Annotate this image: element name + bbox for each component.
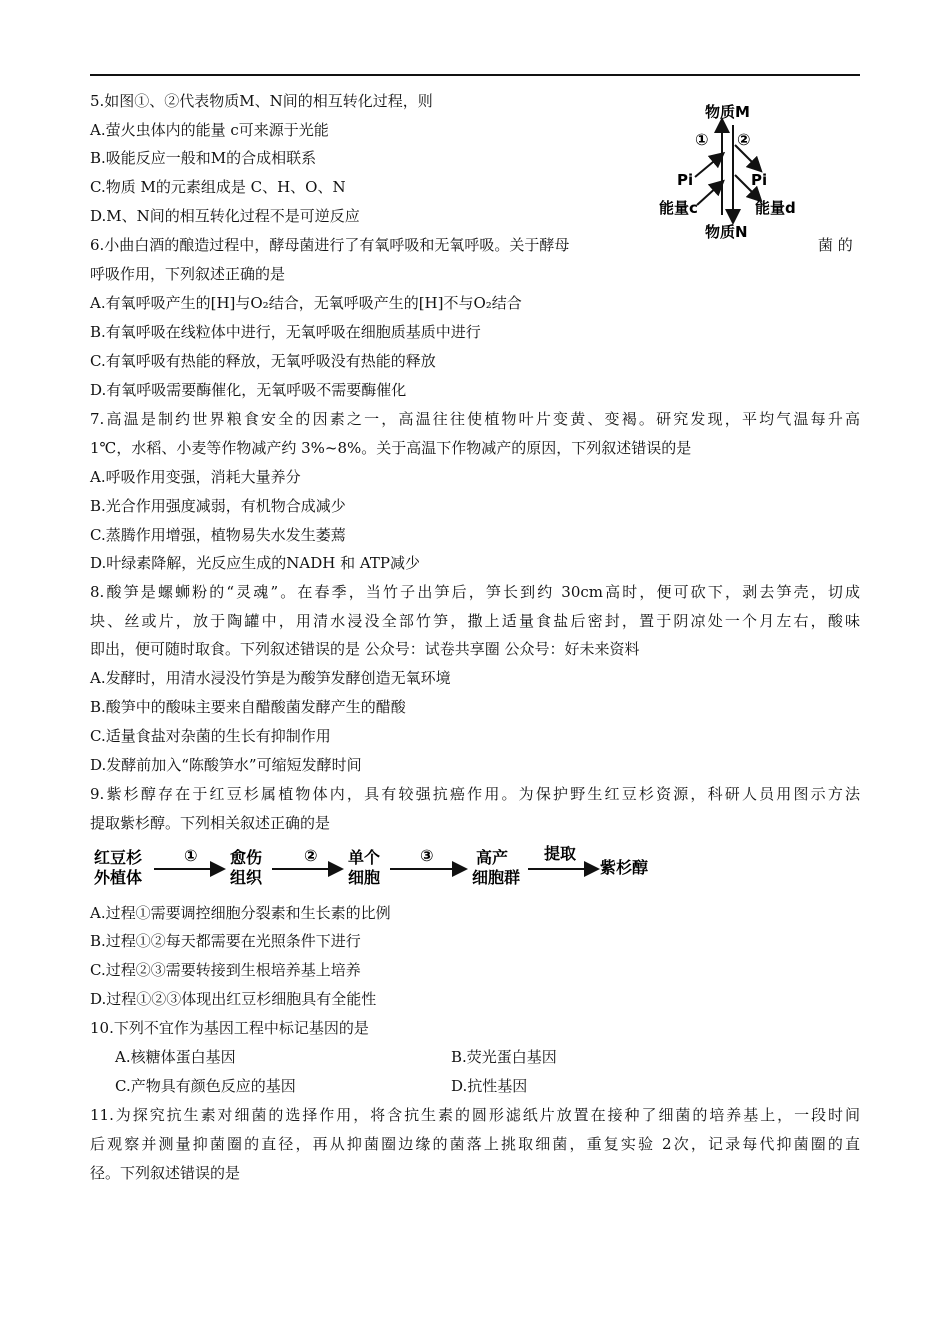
pi-in-arrow (695, 157, 719, 177)
q6-option-d: D.有氧呼吸需要酶催化，无氧呼吸不需要酶催化 (90, 381, 407, 399)
process-1-label: ① (695, 130, 709, 149)
q9-option-c: C.过程②③需要转接到生根培养基上培养 (90, 961, 361, 979)
q11-stem-line2: 后观察并测量抑菌圈的直径，再从抑菌圈边缘的菌落上挑取细菌，重复实验 2次，记录每代抑菌圈的直 (90, 1135, 860, 1153)
q5-option-a: A.萤火虫体内的能量 c可来源于光能 (90, 121, 329, 139)
q7-option-b: B.光合作用强度减弱，有机物合成减少 (90, 497, 346, 515)
q8-stem-line1: 8.酸笋是螺蛳粉的“灵魂”。在春季，当竹子出笋后，笋长到约 30cm高时，便可砍下，剥去笋壳，切成 (90, 583, 860, 601)
energy-d-label: 能量d (755, 199, 796, 217)
flow-node-callus-1: 愈伤 (230, 848, 263, 867)
q10-option-d: D.抗性基因 (451, 1077, 528, 1095)
substance-n-label: 物质N (705, 223, 748, 241)
q7-option-c: C.蒸腾作用增强，植物易失水发生萎蔫 (90, 526, 346, 544)
q10-option-a: A.核糖体蛋白基因 (115, 1048, 236, 1066)
flow-node-explant-1: 红豆杉 (94, 848, 143, 867)
q7-stem-line2: 1℃，水稻、小麦等作物减产约 3%~8%。关于高温下作物减产的原因，下列叙述错误的是 (90, 439, 692, 457)
energy-c-label: 能量c (659, 199, 698, 217)
q9-stem-line1: 9.紫杉醇存在于红豆杉属植物体内，具有较强抗癌作用。为保护野生红豆杉资源，科研人员用图示方法 (90, 785, 860, 803)
q11-stem-line1: 11.为探究抗生素对细菌的选择作用，将含抗生素的圆形滤纸片放置在接种了细菌的培养基上，一段时间 (90, 1106, 860, 1124)
q8-stem-line2: 块、丝或片，放于陶罐中，用清水浸没全部竹笋，撒上适量食盐后密封，置于阴凉处一个月左右，酸味 (90, 612, 860, 630)
flow-node-callus-2: 组织 (230, 868, 263, 887)
q8-option-b: B.酸笋中的酸味主要来自醋酸菌发酵产生的醋酸 (90, 698, 406, 716)
substance-m-label: 物质M (705, 103, 750, 121)
flow-node-taxol: 紫杉醇 (600, 858, 649, 877)
taxol-extraction-flow-diagram (92, 843, 652, 891)
flow-step-3: ③ (420, 846, 434, 865)
q8-option-c: C.适量食盐对杂菌的生长有抑制作用 (90, 727, 331, 745)
q6-stem-line1-end: 菌 的 (818, 236, 853, 254)
q6-option-a: A.有氧呼吸产生的[H]与O₂结合，无氧呼吸产生的[H]不与O₂结合 (90, 294, 522, 312)
q10-option-c: C.产物具有颜色反应的基因 (115, 1077, 296, 1095)
q10-option-b: B.荧光蛋白基因 (451, 1048, 557, 1066)
q9-option-a: A.过程①需要调控细胞分裂素和生长素的比例 (90, 904, 391, 922)
pi-left-label: Pi (677, 171, 694, 189)
q7-option-a: A.呼吸作用变强，消耗大量养分 (90, 468, 301, 486)
q9-option-d: D.过程①②③体现出红豆杉细胞具有全能性 (90, 990, 377, 1008)
flow-step-1: ① (184, 846, 198, 865)
q7-option-d: D.叶绿素降解，光反应生成的NADH 和 ATP减少 (90, 554, 420, 572)
flow-node-single-cell-2: 细胞 (348, 868, 381, 887)
atp-adp-conversion-diagram (655, 95, 805, 245)
flow-node-single-cell-1: 单个 (348, 848, 381, 867)
process-2-label: ② (737, 130, 751, 149)
q8-stem-line3: 即出，便可随时取食。下列叙述错误的是 公众号：试卷共享圈 公众号：好未来资料 (90, 640, 640, 658)
q6-option-b: B.有氧呼吸在线粒体中进行，无氧呼吸在细胞质基质中进行 (90, 323, 481, 341)
q6-option-c: C.有氧呼吸有热能的释放，无氧呼吸没有热能的释放 (90, 352, 436, 370)
q9-option-b: B.过程①②每天都需要在光照条件下进行 (90, 932, 361, 950)
q7-stem-line1: 7.高温是制约世界粮食安全的因素之一，高温往往使植物叶片变黄、变褐。研究发现，平均气温每升高 (90, 410, 860, 428)
flow-node-high-yield-1: 高产 (476, 848, 509, 867)
q6-stem-line1: 6.小曲白酒的酿造过程中，酵母菌进行了有氧呼吸和无氧呼吸。关于酵母 (90, 236, 570, 254)
q8-option-d: D.发酵前加入“陈酸笋水”可缩短发酵时间 (90, 756, 362, 774)
q5-option-b: B.吸能反应一般和M的合成相联系 (90, 149, 317, 167)
pi-right-label: Pi (751, 171, 768, 189)
q5-option-d: D.M、N间的相互转化过程不是可逆反应 (90, 207, 360, 225)
q8-option-a: A.发酵时，用清水浸没竹笋是为酸笋发酵创造无氧环境 (90, 669, 451, 687)
q11-stem-line3: 径。下列叙述错误的是 (90, 1164, 241, 1182)
flow-step-extract: 提取 (544, 844, 577, 863)
q6-stem-line2: 呼吸作用，下列叙述正确的是 (90, 265, 286, 283)
flow-step-2: ② (304, 846, 318, 865)
q9-stem-line2: 提取紫杉醇。下列相关叙述正确的是 (90, 814, 331, 832)
flow-node-high-yield-2: 细胞群 (472, 868, 521, 887)
q10-stem: 10.下列不宜作为基因工程中标记基因的是 (90, 1019, 369, 1037)
header-rule (90, 74, 860, 76)
q5-option-c: C.物质 M的元素组成是 C、H、O、N (90, 178, 346, 196)
q5-stem: 5.如图①、②代表物质M、N间的相互转化过程，则 (90, 92, 433, 110)
energy-c-arrow (697, 185, 719, 205)
flow-node-explant-2: 外植体 (94, 868, 143, 887)
